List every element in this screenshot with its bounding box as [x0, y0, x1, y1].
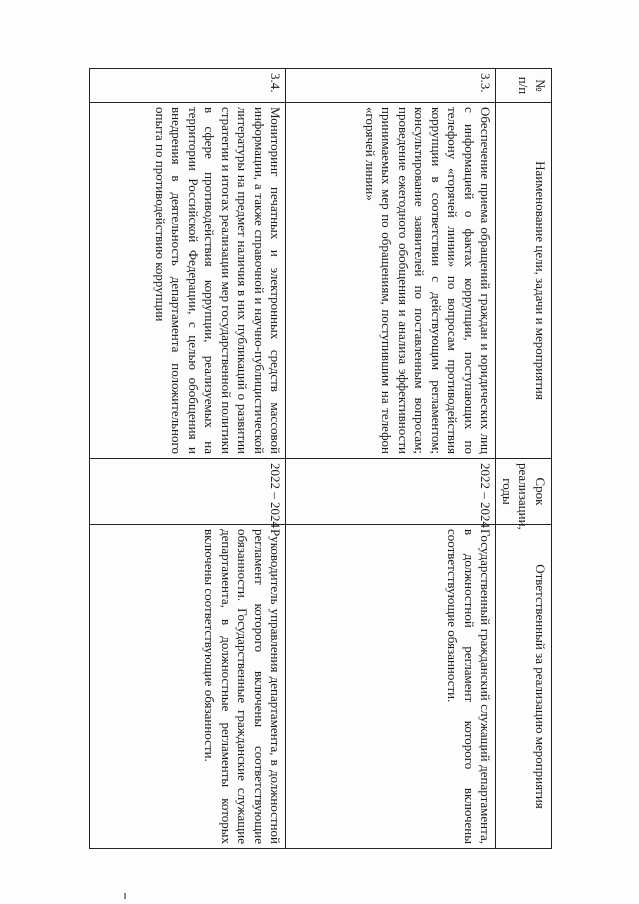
header-responsible: Ответственный за реализацию мероприятия [496, 525, 552, 849]
rotated-table-wrapper [104, 68, 552, 848]
row-term: 2022 – 2024 [286, 459, 496, 525]
row-responsible: Государственный гражданский служащий департамента, в должностной регламент которого включены соответствующие обязанности. [286, 525, 496, 849]
header-name: Наименование цели, задачи и мероприятия [496, 103, 552, 459]
table-row [286, 69, 496, 849]
measures-table [90, 68, 553, 849]
row-measure-name: Мониторинг печатных и электронных средств массовой информации, а также справочной и научно-публицистической литературы на предмет наличия в них публикаций о развитии стратегии и итогах реализации мер государственной политики в сфере противодействия коррупции, реализуемых на территории Российской Федерации, с целью обобщения и внедрения в деятельность департамента положительного опыта по противодействию коррупции [90, 103, 286, 459]
row-responsible: Руководитель управления департамента, в должностной регламент которого включены соответствующие обязанности. Государственные гражданские служащие департамента, в должностные регламенты которых включены соответствующие обязанности. [90, 525, 286, 849]
row-number: 3.3. [286, 69, 496, 103]
row-number: 3.4. [90, 69, 286, 103]
scan-mark [124, 893, 126, 899]
header-number: № п/п [496, 69, 552, 103]
table-header-row [496, 69, 552, 849]
row-measure-name: Обеспечение приема обращений граждан и юридических лиц с информацией о фактах коррупции, поступающих по телефону «горячей линии» по вопросам противодействия коррупции в соответствии с действующим регламентом; консультирование заявителей по поставленным вопросам; проведение ежегодного обобщения и анализа эффективности принимаемых мер по обращениям, поступившим на телефон «горячей линии» [286, 103, 496, 459]
table-row [90, 69, 286, 849]
header-term: Срок реализации, годы [496, 459, 552, 525]
row-term: 2022 – 2024 [90, 459, 286, 525]
